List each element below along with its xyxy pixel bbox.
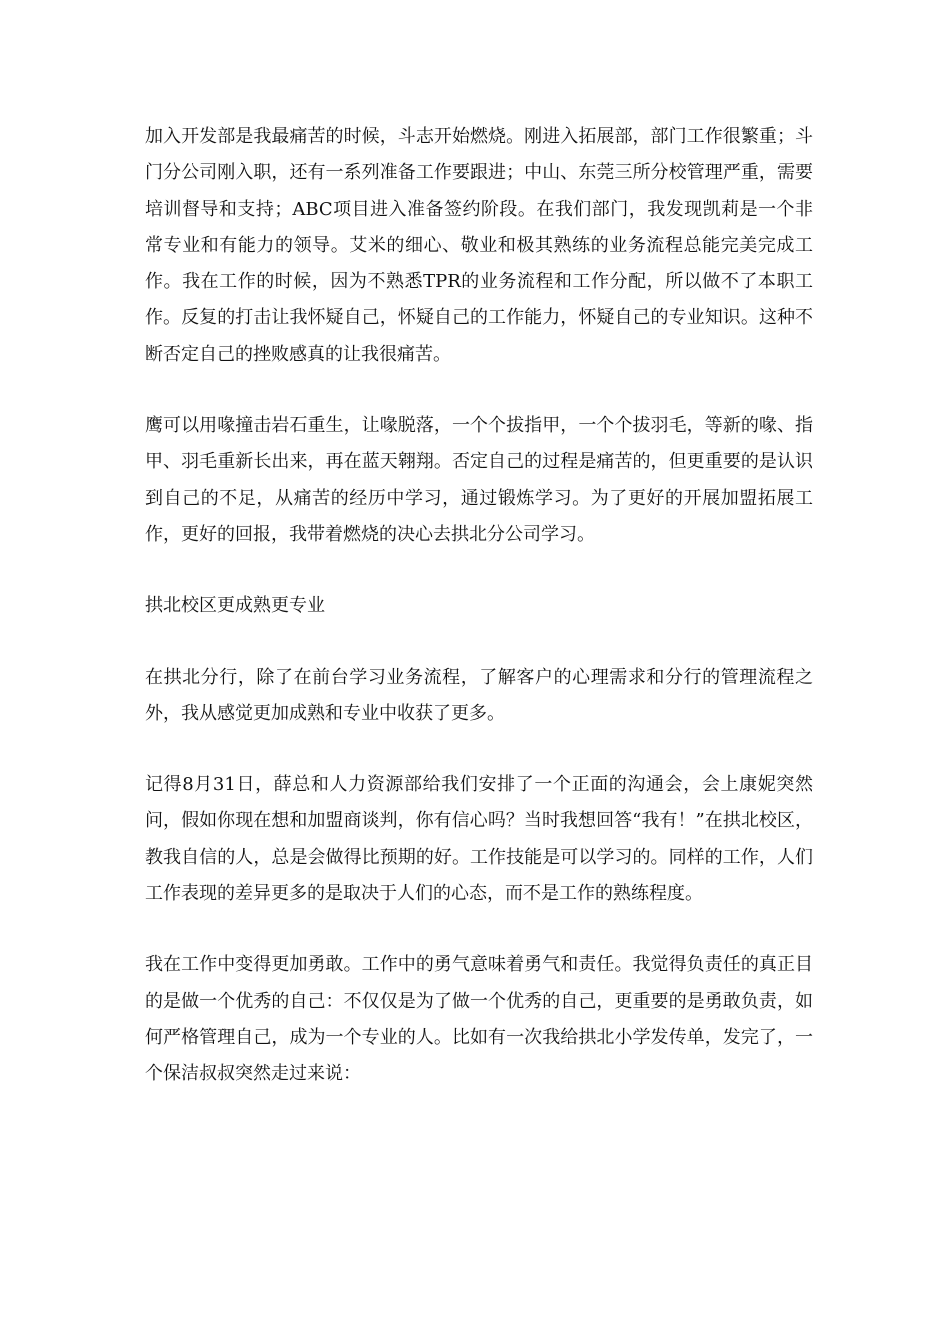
paragraph-2: 鹰可以用喙撞击岩石重生，让喙脱落，一个个拔指甲，一个个拔羽毛，等新的喙、指甲、羽毛重新长出来，再在蓝天翱翔。否定自己的过程是痛苦的，但更重要的是认识到自己的不足，从痛苦的经历中学习，通过锻炼学习。为了更好的开展加盟拓展工作，更好的回报，我带着燃烧的决心去拱北分公司学习。: [145, 415, 813, 545]
paragraph-4: 记得8月31日，薛总和人力资源部给我们安排了一个正面的沟通会，会上康妮突然问，假如你现在想和加盟商谈判，你有信心吗？当时我想回答“我有！”在拱北校区，教我自信的人，总是会做得比预期的好。工作技能是可以学习的。同样的工作，人们工作表现的差异更多的是取决于人们的心态，而不是工作的熟练程度。: [145, 774, 813, 905]
document-body: [145, 119, 813, 1128]
paragraph-1: 加入开发部是我最痛苦的时候，斗志开始燃烧。刚进入拓展部，部门工作很繁重；斗门分公司刚入职，还有一系列准备工作要跟进；中山、东莞三所分校管理严重，需要培训督导和支持；ABC项目进入准备签约阶段。在我们部门，我发现凯莉是一个非常专业和有能力的领导。艾米的细心、敬业和极其熟练的业务流程总能完美完成工作。我在工作的时候，因为不熟悉TPR的业务流程和工作分配，所以做不了本职工作。反复的打击让我怀疑自己，怀疑自己的工作能力，怀疑自己的专业知识。这种不断否定自己的挫败感真的让我很痛苦。: [145, 126, 813, 365]
paragraph-3: 在拱北分行，除了在前台学习业务流程，了解客户的心理需求和分行的管理流程之外，我从感觉更加成熟和专业中收获了更多。: [145, 666, 813, 724]
paragraph-5: 我在工作中变得更加勇敢。工作中的勇气意味着勇气和责任。我觉得负责任的真正目的是做一个优秀的自己：不仅仅是为了做一个优秀的自己，更重要的是勇敢负责，如何严格管理自己，成为一个专业的人。比如有一次我给拱北小学发传单，发完了，一个保洁叔叔突然走过来说：: [145, 954, 813, 1085]
section-heading: 拱北校区更成熟更专业: [145, 595, 325, 617]
